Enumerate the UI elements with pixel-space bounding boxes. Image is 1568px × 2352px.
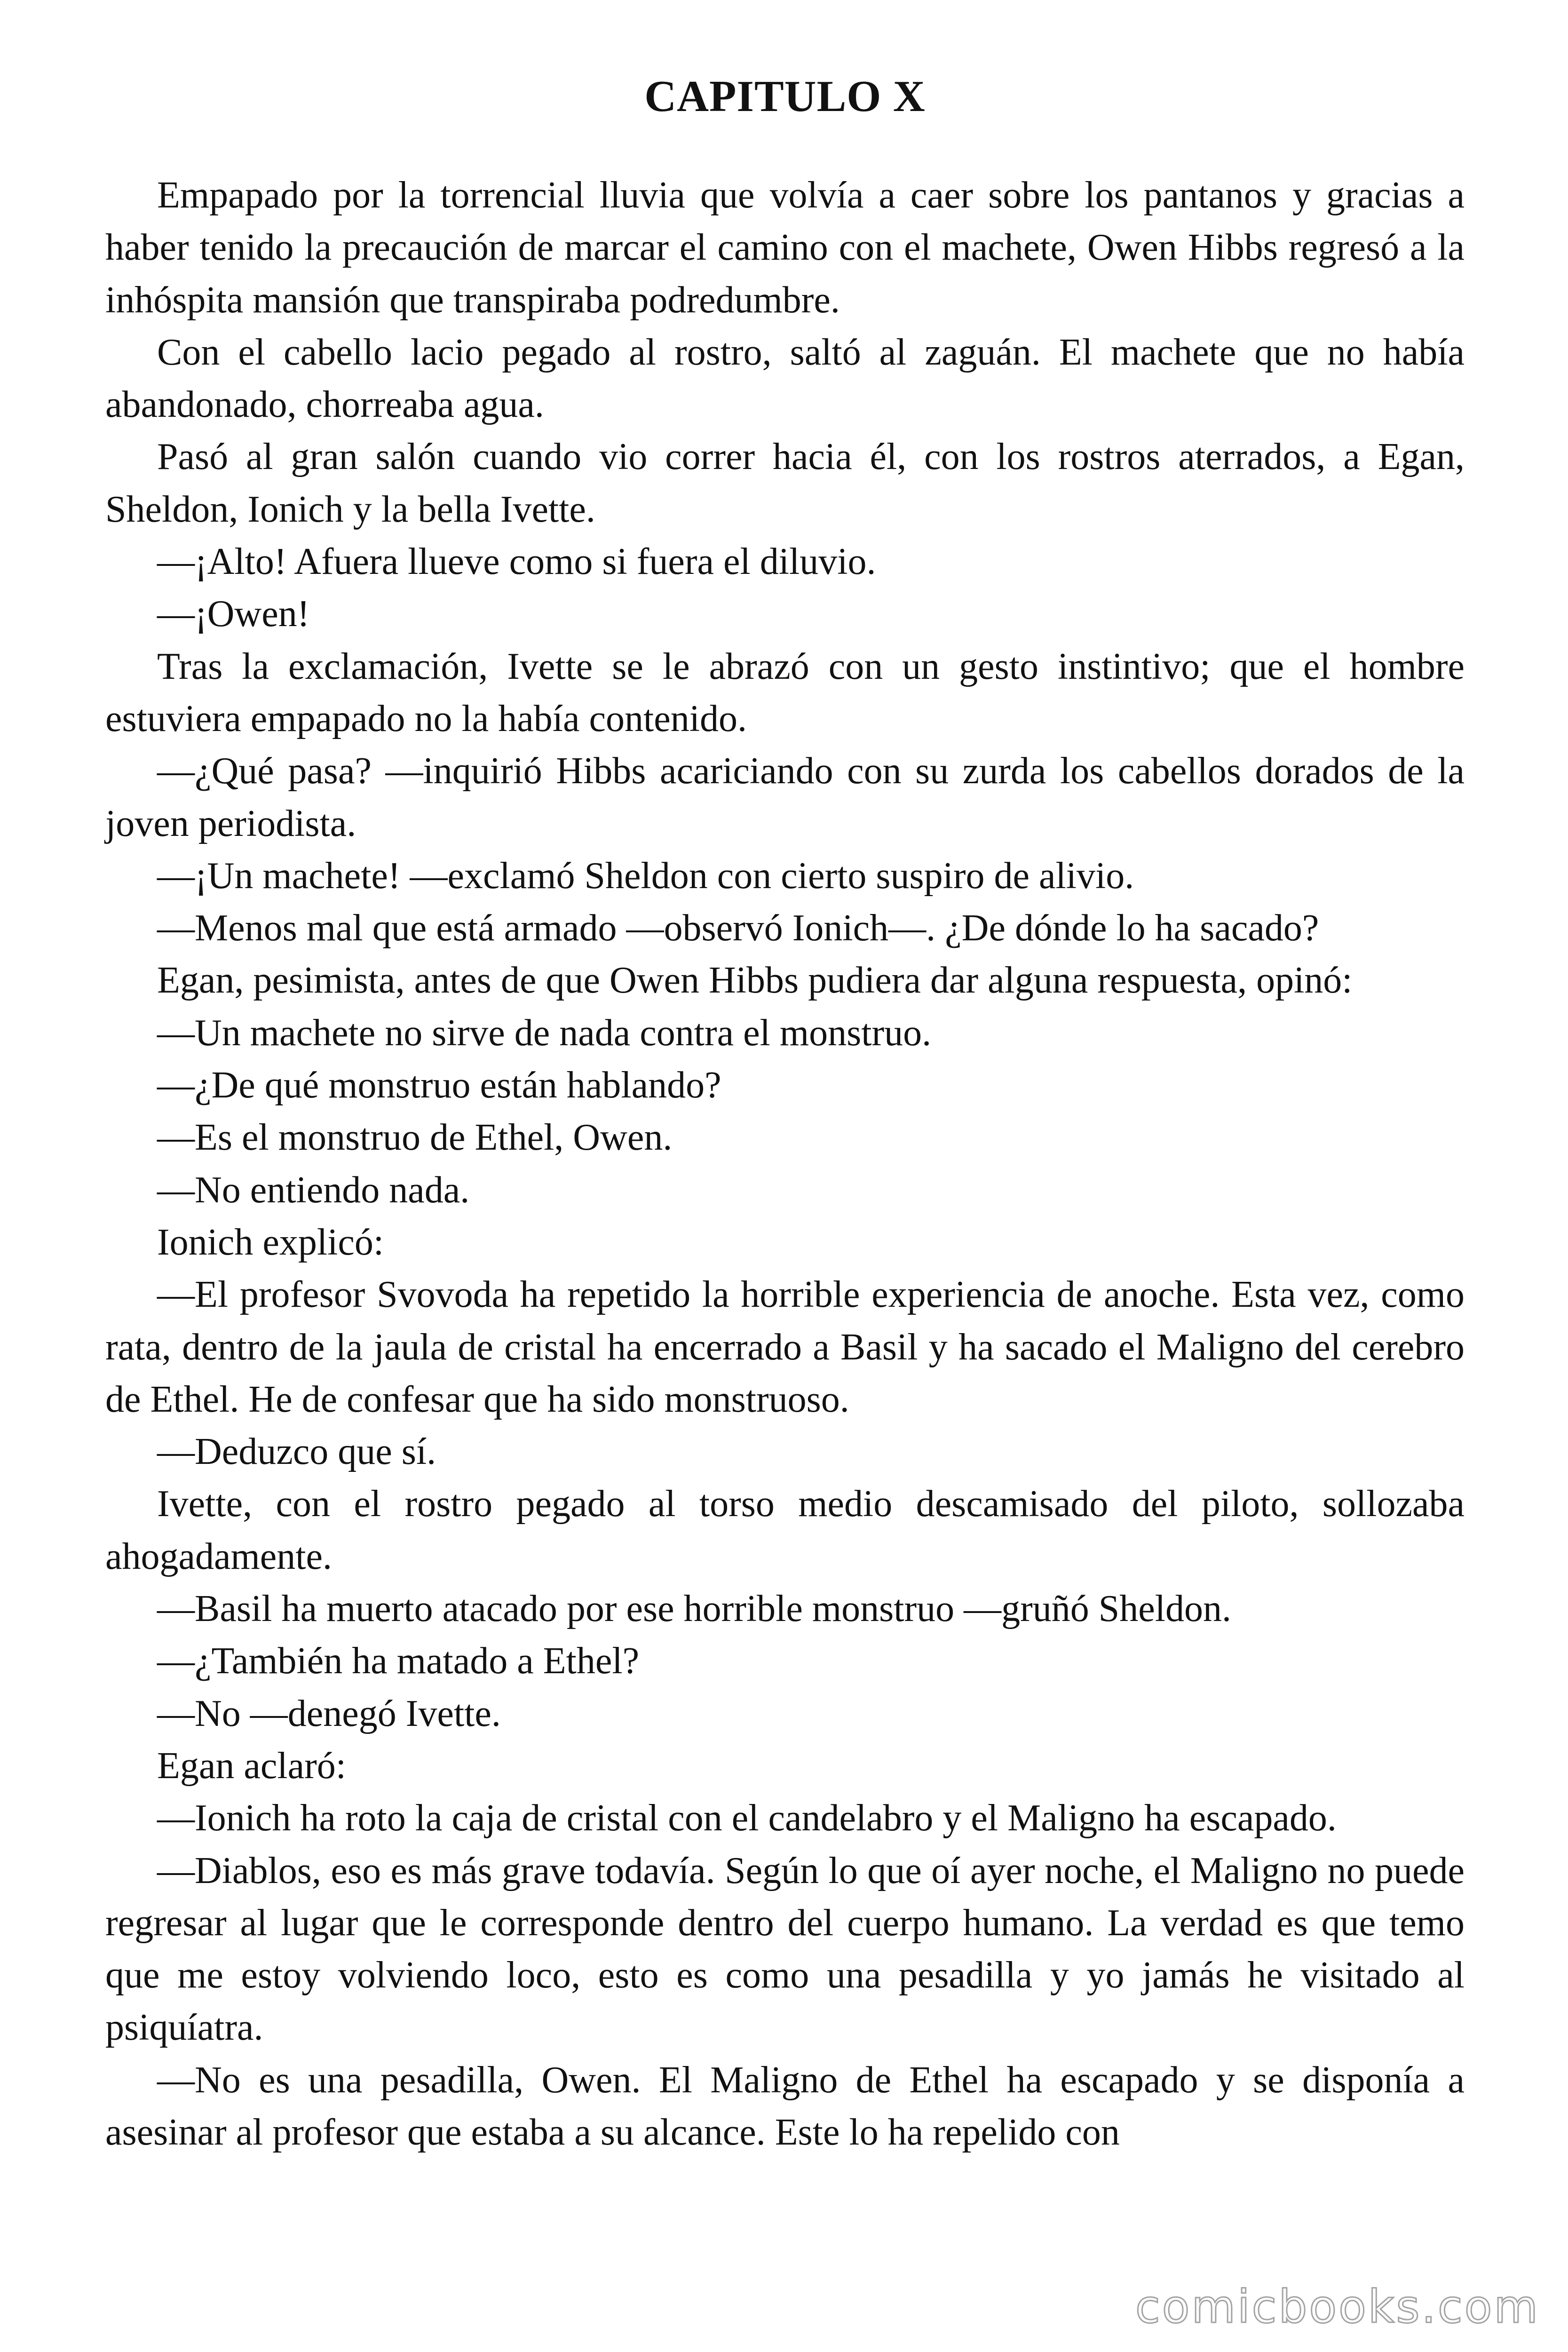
paragraph: Egan, pesimista, antes de que Owen Hibbs pudiera dar alguna respuesta, opinó: bbox=[157, 960, 1353, 1001]
paragraph: —El profesor Svovoda ha repetido la horrible experiencia de anoche. Esta vez, como rata, dentro de la jaula de cristal ha encerrado a Basil y ha sacado el Maligno del cerebro de Ethel. He de confesar que ha sido monstruoso. bbox=[105, 1274, 1465, 1420]
chapter-body bbox=[105, 169, 1465, 2159]
paragraph: —Menos mal que está armado —observó Ionich—. ¿De dónde lo ha sacado? bbox=[157, 907, 1319, 949]
paragraph: Tras la exclamación, Ivette se le abrazó con un gesto instintivo; que el hombre estuviera empapado no la había contenido. bbox=[105, 645, 1465, 739]
paragraph: —Basil ha muerto atacado por ese horrible monstruo —gruñó Sheldon. bbox=[157, 1588, 1231, 1630]
paragraph: —¿Qué pasa? —inquirió Hibbs acariciando con su zurda los cabellos dorados de la joven periodista. bbox=[105, 750, 1465, 844]
paragraph: —No es una pesadilla, Owen. El Maligno de Ethel ha escapado y se disponía a asesinar al profesor que estaba a su alcance. Este lo ha repelido con bbox=[105, 2059, 1465, 2153]
paragraph: —No entiendo nada. bbox=[157, 1169, 470, 1211]
paragraph: Egan aclaró: bbox=[157, 1745, 346, 1787]
paragraph: —¿También ha matado a Ethel? bbox=[157, 1640, 640, 1682]
paragraph: —Ionich ha roto la caja de cristal con el candelabro y el Maligno ha escapado. bbox=[157, 1797, 1337, 1839]
paragraph: —¿De qué monstruo están hablando? bbox=[157, 1065, 721, 1106]
paragraph: Ionich explicó: bbox=[157, 1221, 384, 1263]
paragraph: —¡Alto! Afuera llueve como si fuera el diluvio. bbox=[157, 541, 876, 583]
watermark-logo: comicbooks.com bbox=[1135, 2280, 1540, 2333]
paragraph: —Diablos, eso es más grave todavía. Según lo que oí ayer noche, el Maligno no puede regresar al lugar que le corresponde dentro del cuerpo humano. La verdad es que temo que me estoy volviendo loco, esto es como una pesadilla y yo jamás he visitado al psiquíatra. bbox=[105, 1850, 1465, 2049]
paragraph: —¡Owen! bbox=[157, 593, 310, 635]
book-page bbox=[105, 66, 1465, 2159]
paragraph: —Es el monstruo de Ethel, Owen. bbox=[157, 1117, 673, 1159]
paragraph: Empapado por la torrencial lluvia que volvía a caer sobre los pantanos y gracias a haber tenido la precaución de marcar el camino con el machete, Owen Hibbs regresó a la inhóspita mansión que transpiraba podredumbre. bbox=[105, 175, 1465, 321]
paragraph: Con el cabello lacio pegado al rostro, saltó al zaguán. El machete que no había abandonado, chorreaba agua. bbox=[105, 331, 1465, 426]
chapter-title: CAPITULO X bbox=[644, 72, 926, 121]
paragraph: —Un machete no sirve de nada contra el monstruo. bbox=[157, 1012, 932, 1054]
paragraph: —No —denegó Ivette. bbox=[157, 1692, 501, 1734]
paragraph: —¡Un machete! —exclamó Sheldon con cierto suspiro de alivio. bbox=[157, 855, 1134, 897]
paragraph: Pasó al gran salón cuando vio correr hacia él, con los rostros aterrados, a Egan, Sheldon, Ionich y la bella Ivette. bbox=[105, 436, 1465, 530]
paragraph: —Deduzco que sí. bbox=[157, 1431, 436, 1473]
paragraph: Ivette, con el rostro pegado al torso medio descamisado del piloto, sollozaba ahogadamente. bbox=[105, 1483, 1465, 1577]
